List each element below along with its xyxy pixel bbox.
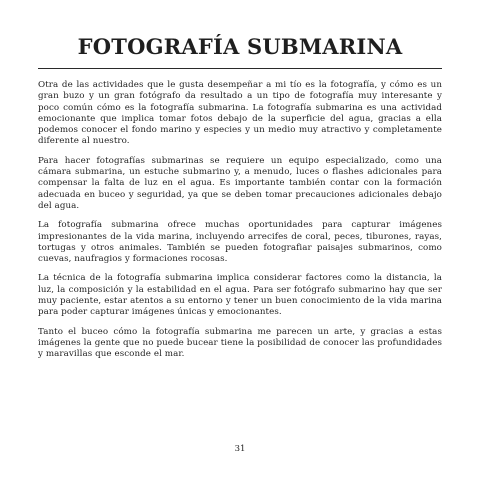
paragraph-3: La fotografía submarina ofrece muchas oportunidades para capturar imágenes impresionantes de la vida marina, incluyendo arrecifes de coral, peces, tiburones, rayas, tortugas y otros animales. También se pueden fotografiar paisajes submarinos, como cuevas, naufragios y formaciones rocosas.	[38, 220, 442, 265]
page-title: FOTOGRAFÍA SUBMARINA	[77, 34, 403, 59]
paragraph-5: Tanto el buceo cómo la fotografía submarina me parecen un arte, y gracias a estas imágenes la gente que no puede bucear tiene la posibilidad de conocer las profundidades y maravillas que esconde el mar.	[38, 326, 442, 360]
page-number: 31	[234, 444, 246, 454]
paragraph-4: La técnica de la fotografía submarina implica considerar factores como la distancia, la luz, la composición y la estabilidad en el agua. Para ser fotógrafo submarino hay que ser muy paciente, estar atentos a su entorno y tener un buen conocimiento de la vida marina para poder capturar imágenes únicas y emocionantes.	[38, 273, 442, 318]
article-body	[38, 80, 442, 369]
paragraph-1: Otra de las actividades que le gusta desempeñar a mi tío es la fotografía, y cómo es un gran buzo y un gran fotógrafo da resultado a un tipo de fotografía muy interesante y poco común cómo es la fotografía submarina. La fotografía submarina es una actividad emocionante que implica tomar fotos debajo de la superficie del agua, gracias a ella podemos conocer el fondo marino y especies y un medio muy atractivo y completamente diferente al nuestro.	[38, 80, 442, 147]
title-underline	[38, 68, 442, 69]
paragraph-2: Para hacer fotografías submarinas se requiere un equipo especializado, como una cámara submarina, un estuche submarino y, a menudo, luces o flashes adicionales para compensar la falta de luz en el agua. Es importante también contar con la formación adecuada en buceo y seguridad, ya que se deben tomar precauciones adicionales debajo del agua.	[38, 155, 442, 211]
